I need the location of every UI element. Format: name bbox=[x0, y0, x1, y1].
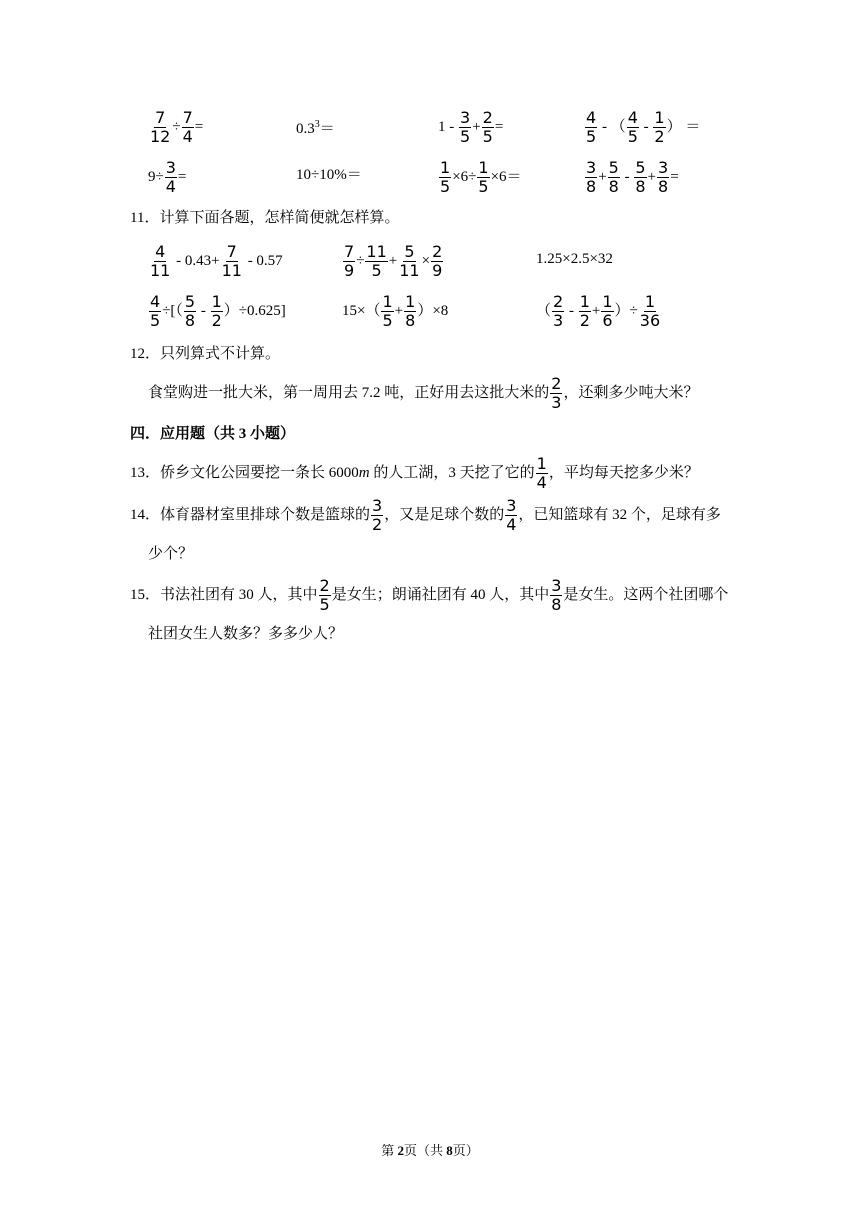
q12-title: 12．只列算式不计算。 bbox=[130, 346, 281, 362]
fraction: $\frac{3}{8}$ bbox=[658, 158, 669, 196]
fraction: $\frac{2}{3}$ bbox=[553, 292, 564, 330]
fraction: $\frac{4}{11}$ bbox=[150, 242, 171, 280]
expr-r1-d: $\frac{4}{5}$ - （ $\frac{4}{5}$ - $\frac{1}{2}$ ） ＝ bbox=[586, 108, 701, 146]
fraction: $\frac{1}{5}$ bbox=[440, 158, 451, 196]
q14-text-line2: 少个？ bbox=[148, 546, 194, 562]
fraction: $\frac{7}{9}$ bbox=[344, 242, 355, 280]
fraction: $\frac{7}{12}$ bbox=[150, 108, 171, 146]
expr-r1-b: $0.3^3=$ bbox=[296, 119, 335, 137]
section-4-heading: 四．应用题（共 3 小题） bbox=[130, 426, 296, 442]
expr-r2-d: $\frac{3}{8}$ + $\frac{5}{8}$ - $\frac{5}{8}$ + $\frac{3}{8}$ = bbox=[586, 158, 679, 196]
q11-expr-r2-c: （ $\frac{2}{3}$ - $\frac{1}{2}$ + $\frac{1}{6}$ ）÷ $\frac{1}{36}$ bbox=[536, 292, 661, 330]
fraction: $\frac{3}{5}$ bbox=[460, 108, 471, 146]
fraction: $\frac{4}{5}$ bbox=[586, 108, 597, 146]
fraction: $\frac{1}{8}$ bbox=[405, 292, 416, 330]
fraction: $\frac{3}{2}$ bbox=[372, 496, 383, 534]
fraction: $\frac{7}{4}$ bbox=[182, 108, 193, 146]
fraction: $\frac{3}{8}$ bbox=[586, 158, 597, 196]
q14-text: 14．体育器材室里排球个数是篮球的 $\frac{3}{2}$ ，又是足球个数的 $\frac{3}{4}$ ，已知篮球有 32 个，足球有多 bbox=[130, 496, 721, 534]
q11-title: 11．计算下面各题，怎样简便就怎样算。 bbox=[130, 210, 400, 226]
fraction: $\frac{1}{5}$ bbox=[478, 158, 489, 196]
fraction: $\frac{3}{4}$ bbox=[506, 496, 517, 534]
expr-r1-c: 1 - $\frac{3}{5}$ + $\frac{2}{5}$ = bbox=[438, 108, 504, 146]
q11-expr-r1-a: $\frac{4}{11}$ - 0.43+ $\frac{7}{11}$ - 0.57 bbox=[150, 242, 283, 280]
expr-r2-a: 9÷ $\frac{3}{4}$ = bbox=[148, 158, 187, 196]
fraction: $\frac{2}{5}$ bbox=[319, 576, 330, 614]
fraction: $\frac{5}{11}$ bbox=[399, 242, 420, 280]
q11-expr-r2-a: $\frac{4}{5}$ ÷[（ $\frac{5}{8}$ - $\frac{1}{2}$ ）÷0.625] bbox=[150, 292, 286, 330]
fraction: $\frac{1}{2}$ bbox=[579, 292, 590, 330]
fraction: $\frac{1}{2}$ bbox=[654, 108, 665, 146]
q11-expr-r1-b: $\frac{7}{9}$ ÷ $\frac{11}{5}$ + $\frac{5}{11}$ × $\frac{2}{9}$ bbox=[344, 242, 443, 280]
q11-expr-r2-b: 15×（ $\frac{1}{5}$ + $\frac{1}{8}$ ）×8 bbox=[342, 292, 449, 330]
fraction: $\frac{2}{9}$ bbox=[432, 242, 443, 280]
fraction: $\frac{3}{4}$ bbox=[165, 158, 176, 196]
fraction: $\frac{5}{8}$ bbox=[608, 158, 619, 196]
q15-text-line2: 社团女生人数多？多多少人？ bbox=[148, 626, 344, 642]
page-footer: 第 2页（共 8页） bbox=[381, 1143, 479, 1158]
q12-text: 食堂购进一批大米，第一周用去 7.2 吨，正好用去这批大米的 $\frac{2}{3}$ ，还剩多少吨大米？ bbox=[148, 374, 699, 412]
fraction: $\frac{5}{8}$ bbox=[635, 158, 646, 196]
expr-r2-b: 10÷10%＝ bbox=[296, 167, 362, 183]
expr-r2-c: $\frac{1}{5}$ ×6÷ $\frac{1}{5}$ ×6＝ bbox=[440, 158, 522, 196]
fraction: $\frac{1}{36}$ bbox=[639, 292, 661, 330]
q13-text: 13．侨乡文化公园要挖一条长 6000m 的人工湖，3 天挖了它的 $\frac{1}{4}$ ，平均每天挖多少米？ bbox=[130, 454, 699, 492]
fraction: $\frac{5}{8}$ bbox=[184, 292, 196, 330]
fraction: $\frac{2}{3}$ bbox=[551, 374, 562, 412]
q11-expr-r1-c: 1.25×2.5×32 bbox=[536, 251, 613, 267]
fraction: $\frac{4}{5}$ bbox=[150, 292, 161, 330]
fraction: $\frac{3}{8}$ bbox=[551, 576, 562, 614]
fraction: $\frac{7}{11}$ bbox=[221, 242, 242, 280]
fraction: $\frac{1}{2}$ bbox=[211, 292, 222, 330]
fraction: $\frac{4}{5}$ bbox=[627, 108, 638, 146]
fraction: $\frac{1}{4}$ bbox=[536, 454, 547, 492]
expr-r1-a: $\frac{7}{12}$ ÷ $\frac{7}{4}$ = bbox=[150, 108, 204, 146]
fraction: $\frac{11}{5}$ bbox=[366, 242, 387, 280]
q15-text: 15．书法社团有 30 人，其中 $\frac{2}{5}$ 是女生；朗诵社团有 40 人，其中 $\frac{3}{8}$ 是女生。这两个社团哪个 bbox=[130, 576, 729, 614]
fraction: $\frac{2}{5}$ bbox=[482, 108, 493, 146]
fraction: $\frac{1}{6}$ bbox=[602, 292, 613, 330]
fraction: $\frac{1}{5}$ bbox=[382, 292, 393, 330]
